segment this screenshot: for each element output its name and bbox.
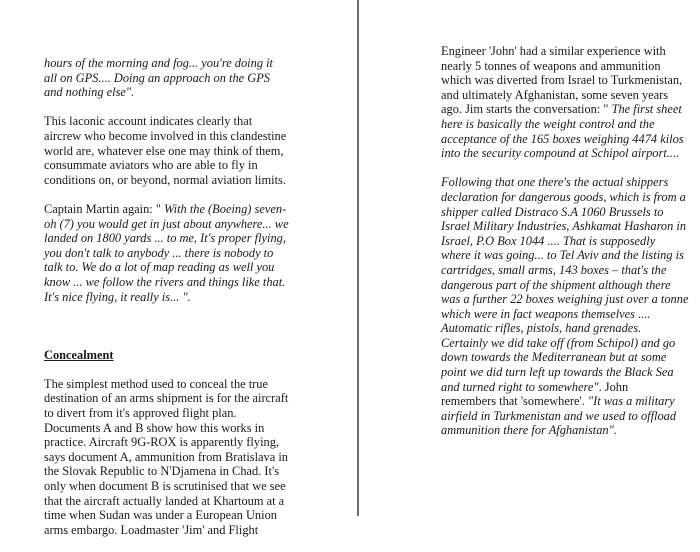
- text-line: cartridges, small arms, 143 boxes – that's the: [441, 262, 667, 277]
- text-line: The simplest method used to conceal the true: [44, 376, 268, 391]
- text-line: know ... we follow the rivers and things like that.: [44, 274, 286, 289]
- quote-text: "It was a military: [587, 394, 675, 409]
- right-paragraph-1: [441, 44, 700, 161]
- left-paragraph-2: [44, 114, 344, 187]
- text-line: conditions on, or beyond, normal aviation limits.: [44, 172, 286, 187]
- text-line: airfield in Turkmenistan and we used to offload: [441, 408, 677, 423]
- quote-lead: ago. Jim starts the conversation: ": [441, 102, 612, 117]
- text-line: [44, 202, 344, 217]
- left-paragraph-1: [44, 56, 344, 100]
- left-paragraph-4: [44, 377, 344, 538]
- text-line: where it was going... to Tel Aviv and the listing is: [441, 248, 684, 263]
- text-line: says document A, ammunition from Bratislava in: [44, 449, 288, 464]
- text-line: you don't talk to anybody ... there is nobody to: [44, 245, 274, 260]
- text-line: nearly 5 tonnes of weapons and ammunition: [441, 58, 661, 73]
- text-line: shipper called Distraco S.A 1060 Brussels to: [441, 204, 664, 219]
- left-page: [44, 56, 344, 552]
- text-line: Certainly we did take off (from Schipol) and go: [441, 335, 676, 350]
- text-line: practice. Aircraft 9G-ROX is apparently flying,: [44, 435, 279, 450]
- text-line: Engineer 'John' had a similar experience with: [441, 44, 666, 58]
- text-line: acceptance of the 165 boxes weighing 4474 kilos: [441, 131, 684, 146]
- quote-text: The first sheet: [611, 102, 682, 117]
- text-line: Following that one there's the actual shippers: [441, 175, 669, 190]
- text-line: It's nice flying, it really is... ".: [44, 289, 191, 304]
- text-line: [441, 394, 700, 409]
- right-paragraph-2: [441, 175, 700, 438]
- text-line: dangerous part of the shipment although there: [441, 277, 671, 292]
- text-line: talk to. We do a lot of map reading as well you: [44, 260, 275, 275]
- text-line: [441, 380, 700, 395]
- text-line: and nothing else".: [44, 85, 135, 100]
- text-line: oh (7) you would get in just about anywhere... we: [44, 216, 289, 231]
- text-line: hours of the morning and fog... you're doing it: [44, 56, 274, 70]
- text-line: into the security compound at Schipol airport....: [441, 146, 680, 161]
- text-line: aircrew who become involved in this clandestine: [44, 128, 287, 143]
- text-line: time when Sudan was under a European Union: [44, 508, 277, 523]
- text-line: to divert from it's approved flight plan.: [44, 406, 237, 421]
- text-line: point we did turn left up towards the Black Sea: [441, 365, 674, 380]
- quote-text: With the (Boeing) seven-: [164, 201, 287, 216]
- text-line: down towards the Mediterranean but at some: [441, 350, 667, 365]
- text-line: which was diverted from Israel to Turkmenistan,: [441, 73, 683, 88]
- text-line: was a further 22 boxes weighing just over a tonne: [441, 292, 689, 307]
- text-line: which were in fact weapons themselves ....: [441, 306, 651, 321]
- text-line: the Slovak Republic to N'Djamena in Chad. It's: [44, 464, 280, 479]
- text-line: destination of an arms shipment is for the aircraft: [44, 391, 289, 406]
- text-run: remembers that 'somewhere'.: [441, 394, 588, 409]
- text-line: here is basically the weight control and the: [441, 116, 655, 131]
- text-line: arms embargo. Loadmaster 'Jim' and Flight: [44, 522, 259, 537]
- text-line: ammunition there for Afghanistan".: [441, 423, 617, 438]
- text-line: This laconic account indicates clearly that: [44, 114, 253, 129]
- quote-lead: Captain Martin again: ": [44, 201, 164, 216]
- text-line: consummate aviators who are able to fly in: [44, 158, 258, 173]
- text-line: landed on 1800 yards ... to me, It's proper flying,: [44, 231, 286, 246]
- text-line: Israel Military Industries, Ashkamat Hasharon in: [441, 219, 687, 234]
- text-line: world are, whatever else one may think of them,: [44, 143, 284, 158]
- text-line: Israel, P.O Box 1044 .... That is supposedly: [441, 233, 656, 248]
- text-line: that the aircraft actually landed at Khartoum at a: [44, 493, 285, 508]
- text-line: Documents A and B show how this works in: [44, 420, 265, 435]
- left-paragraph-3: [44, 202, 344, 304]
- text-line: all on GPS.... Doing an approach on the GPS: [44, 70, 270, 85]
- text-run: . John: [598, 379, 629, 394]
- text-line: only when document B is scrutinised that we see: [44, 479, 286, 494]
- quote-text: and turned right to somewhere": [441, 379, 599, 394]
- text-line: and ultimately Afghanistan, some seven years: [441, 87, 669, 102]
- text-line: Automatic rifles, pistols, hand grenades.: [441, 321, 642, 336]
- page-spine-divider: [357, 0, 359, 516]
- text-line: declaration for dangerous goods, which is from a: [441, 189, 686, 204]
- text-line: [441, 102, 700, 117]
- section-heading-concealment: Concealment: [44, 347, 114, 362]
- right-page: [441, 44, 700, 453]
